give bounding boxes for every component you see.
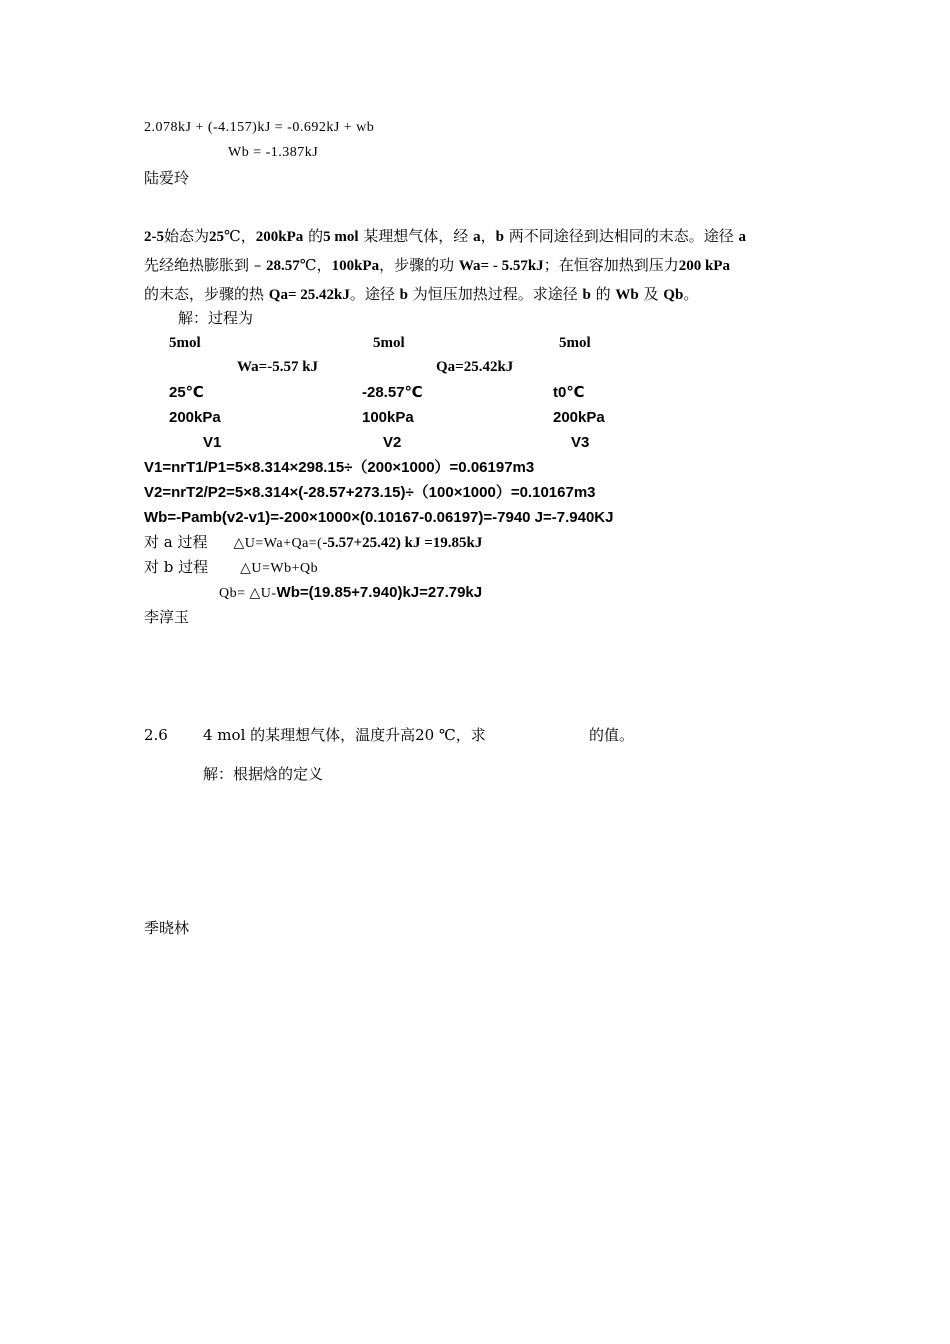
text-run: 200 kPa (678, 258, 730, 274)
process-a-eq: △U=Wa+Qa=( (233, 536, 323, 551)
state2-pressure: 100kPa (362, 409, 414, 426)
process-a-line (144, 535, 482, 551)
author-name: 季晓林 (144, 919, 190, 937)
text-run: 及 (638, 285, 664, 303)
step-a-heat: Qa=25.42kJ (436, 359, 514, 375)
problem-statement-line (144, 258, 730, 274)
text-run: 200kPa (255, 229, 304, 245)
text-run: 的末态，步骤的热 (144, 285, 269, 303)
state3-temp: t0℃ (553, 384, 585, 401)
text-run: 28.57 (266, 258, 300, 274)
text-run: ；在恒容加热到压力 (543, 256, 679, 274)
state2-moles: 5mol (373, 335, 405, 351)
text-run: 100kPa (331, 258, 380, 274)
equation-line: 2.078kJ + (-4.157)kJ = -0.692kJ + wb (144, 120, 375, 135)
state1-pressure: 200kPa (169, 409, 221, 426)
author-name: 李淳玉 (144, 608, 190, 626)
state3-volume: V3 (571, 434, 590, 451)
process-a-label: 对 a 过程 (144, 533, 208, 551)
qb-eq: Qb= △U- (219, 586, 277, 601)
text-run: 。 (683, 285, 699, 303)
text-run: a (473, 229, 481, 245)
solution-intro: 解：过程为 (178, 309, 254, 327)
text-run: a (738, 229, 746, 245)
text-run: 25 (209, 229, 225, 245)
author-name: 陆爱玲 (144, 169, 190, 187)
problem-statement: 4 mol 的某理想气体，温度升高20 ℃，求 (203, 726, 486, 744)
text-run: Qa= 25.42kJ (268, 287, 350, 303)
problem-number: 2.6 (144, 726, 168, 744)
text-run: 某理想气体，经 (358, 227, 474, 245)
text-run: Qb (663, 287, 684, 303)
state3-pressure: 200kPa (553, 409, 605, 426)
calc-v2: V2=nrT2/P2=5×8.314×(-28.57+273.15)÷（100×1000）=0.10167m3 (144, 484, 596, 501)
text-run: ℃， (224, 227, 256, 245)
text-run: Wb (615, 287, 639, 303)
problem-number: 2-5 (144, 229, 164, 245)
text-run: b (582, 287, 591, 303)
process-a-result: -5.57+25.42) kJ =19.85kJ (322, 535, 483, 551)
state2-temp: -28.57℃ (362, 384, 423, 401)
qb-line (219, 585, 482, 601)
text-run: 。途径 (349, 285, 400, 303)
solution-intro: 解：根据焓的定义 (203, 765, 324, 783)
text-run: 5 mol (323, 229, 359, 245)
text-run: 始态为 (164, 227, 210, 245)
text-run: Wa= - 5.57kJ (458, 258, 544, 274)
text-run: 两不同途径到达相同的末态。途径 (503, 227, 739, 245)
state1-temp: 25℃ (169, 384, 204, 401)
problem-statement-end: 的值。 (589, 726, 635, 744)
text-run: 的 (303, 227, 324, 245)
text-run: 为恒压加热过程。求途径 (407, 285, 583, 303)
text-run: b (495, 229, 504, 245)
state3-moles: 5mol (559, 335, 591, 351)
text-run: 的 (590, 285, 616, 303)
text-run: ， (480, 227, 496, 245)
state1-volume: V1 (203, 434, 222, 451)
process-b-line (144, 560, 318, 576)
text-run: 先经绝热膨胀到 – (144, 256, 267, 274)
problem-statement-line (144, 229, 746, 245)
state1-moles: 5mol (169, 335, 201, 351)
state2-volume: V2 (383, 434, 402, 451)
text-run: ℃， (299, 256, 332, 274)
text-run: b (399, 287, 408, 303)
step-a-work: Wa=-5.57 kJ (237, 359, 319, 375)
calc-wb: Wb=-Pamb(v2-v1)=-200×1000×(0.10167-0.06197)=-7940 J=-7.940KJ (144, 509, 614, 526)
process-b-eq: △U=Wb+Qb (240, 561, 319, 576)
process-b-label: 对 b 过程 (144, 558, 209, 576)
qb-result: Wb=(19.85+7.940)kJ=27.79kJ (276, 584, 483, 601)
problem-statement-line (144, 287, 698, 303)
equation-line: Wb = -1.387kJ (228, 145, 319, 160)
calc-v1: V1=nrT1/P1=5×8.314×298.15÷（200×1000）=0.06197m3 (144, 459, 535, 476)
text-run: ，步骤的功 (379, 256, 459, 274)
